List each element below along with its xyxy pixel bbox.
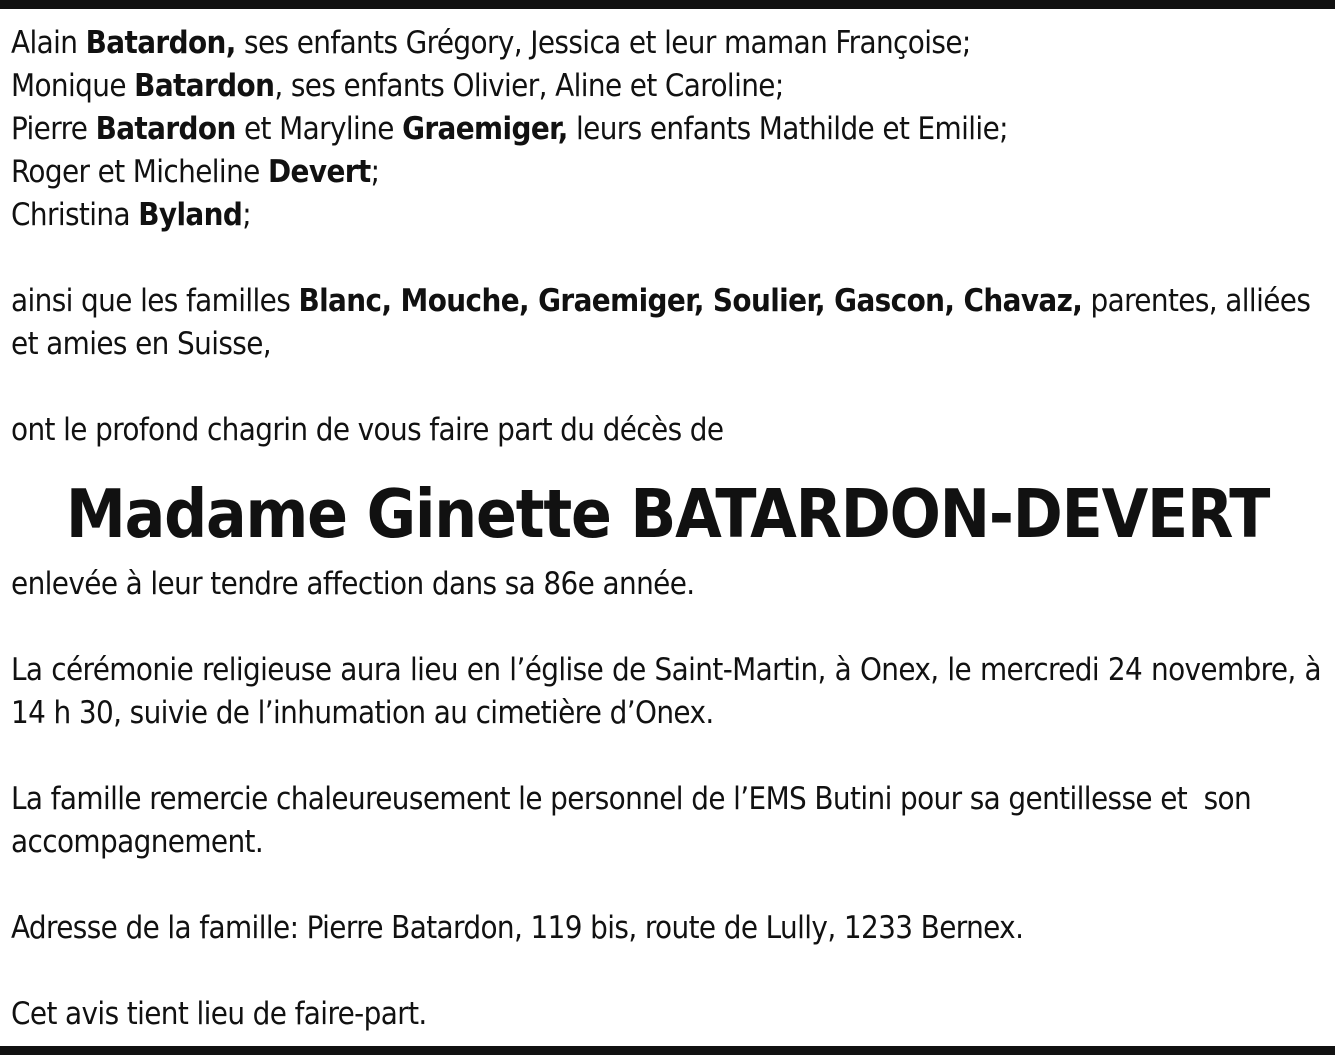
extended-text: ainsi que les familles: [11, 283, 299, 319]
family-line: [11, 194, 1321, 237]
family-line-text: ;: [370, 154, 380, 190]
family-line-text: leurs enfants Mathilde et Emilie;: [567, 111, 1008, 147]
closing-line: Cet avis tient lieu de faire-part.: [11, 996, 427, 1032]
family-line: [11, 108, 1321, 151]
paragraph-spacer: [11, 864, 1321, 907]
family-line-text: Christina: [11, 197, 139, 233]
family-line-text: Pierre: [11, 111, 96, 147]
family-line-text: , ses enfants Olivier, Aline et Caroline;: [274, 68, 784, 104]
details-section: [11, 563, 1321, 1036]
family-surname: Graemiger,: [402, 111, 568, 147]
thanks-paragraph: La famille remercie chaleureusement le personnel de l’EMS Butini pour sa gentillesse et son accompagnement.: [11, 781, 1260, 860]
paragraph-spacer: [11, 606, 1321, 649]
family-line-text: Monique: [11, 68, 135, 104]
announcement-line: ont le profond chagrin de vous faire part du décès de: [11, 412, 724, 448]
family-surname: Batardon: [134, 68, 275, 104]
family-list-section: [11, 22, 1321, 452]
ceremony-paragraph: La cérémonie religieuse aura lieu en l’église de Saint-Martin, à Onex, le mercredi 24 novembre, à 14 h 30, suivie de l’inhumation au cimetière d’Onex.: [11, 652, 1321, 731]
family-surname: Devert: [267, 154, 371, 190]
family-line-text: ;: [242, 197, 252, 233]
family-line: [11, 22, 1321, 65]
address-line: Adresse de la famille: Pierre Batardon, 119 bis, route de Lully, 1233 Bernex.: [11, 910, 1024, 946]
paragraph-spacer: [11, 950, 1321, 993]
age-line: enlevée à leur tendre affection dans sa 86e année.: [11, 566, 695, 602]
extended-surnames: Blanc, Mouche, Graemiger, Soulier, Gascon, Chavaz,: [298, 283, 1083, 319]
family-line-text: Roger et Micheline: [11, 154, 268, 190]
paragraph-spacer: [11, 366, 1321, 409]
paragraph-spacer: [11, 237, 1321, 280]
family-line-text: et Maryline: [235, 111, 403, 147]
family-surname: Batardon,: [85, 25, 236, 61]
extended-text: parentes, alliées et amies en Suisse,: [11, 283, 1311, 362]
extended-families-paragraph: [11, 280, 1321, 366]
deceased-name-heading: Madame Ginette BATARDON-DEVERT: [65, 475, 1270, 553]
family-line-text: Alain: [11, 25, 86, 61]
family-line: [11, 65, 1321, 108]
bottom-border-rule: [0, 1046, 1335, 1055]
family-surname: Batardon: [95, 111, 236, 147]
family-line-text: ses enfants Grégory, Jessica et leur maman Françoise;: [235, 25, 971, 61]
top-border-rule: [0, 0, 1335, 9]
family-surname: Byland: [138, 197, 243, 233]
paragraph-spacer: [11, 735, 1321, 778]
family-line: [11, 151, 1321, 194]
